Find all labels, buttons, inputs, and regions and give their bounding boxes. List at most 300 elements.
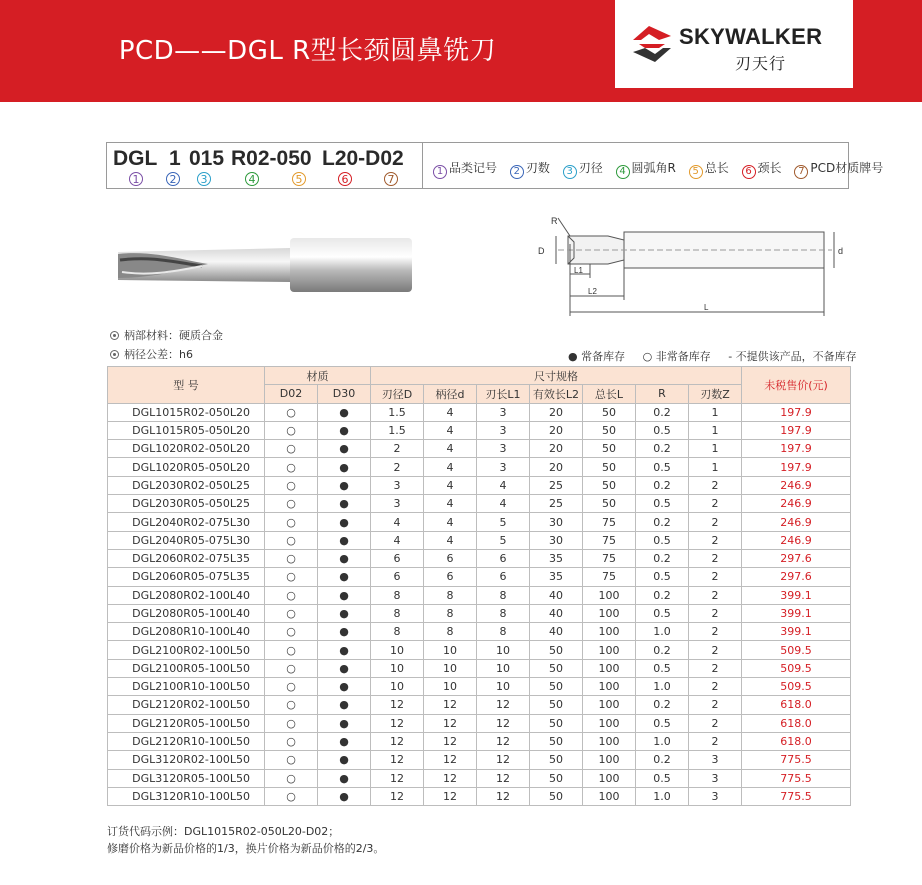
- table-cell: 8: [371, 623, 424, 641]
- table-cell: 6: [477, 568, 530, 586]
- table-cell: 10: [424, 678, 477, 696]
- table-cell: 50: [530, 641, 583, 659]
- table-cell: 1.0: [636, 678, 689, 696]
- table-row: [108, 403, 851, 421]
- table-cell: 20: [530, 403, 583, 421]
- table-cell: ●: [318, 696, 371, 714]
- table-cell: ●: [318, 568, 371, 586]
- table-cell: DGL2040R05-075L30: [108, 531, 265, 549]
- stock-common: ● 常备库存: [568, 350, 626, 363]
- table-cell: 25: [530, 476, 583, 494]
- table-cell: 100: [583, 604, 636, 622]
- table-cell: 775.5: [742, 751, 851, 769]
- legend-item: 4 圆弧角R: [616, 161, 676, 175]
- table-cell: ●: [318, 549, 371, 567]
- table-cell: ○: [265, 641, 318, 659]
- table-cell: 2: [689, 678, 742, 696]
- table-row: [108, 495, 851, 513]
- table-cell: 0.2: [636, 513, 689, 531]
- col-d30: D30: [318, 385, 371, 403]
- table-cell: 4: [371, 531, 424, 549]
- col-spec: 尺寸规格: [371, 367, 742, 385]
- table-cell: DGL1020R02-050L20: [108, 440, 265, 458]
- note-tolerance: 柄径公差：h6: [110, 346, 193, 362]
- table-cell: 2: [689, 696, 742, 714]
- table-cell: 2: [371, 458, 424, 476]
- table-row: [108, 586, 851, 604]
- table-cell: 50: [583, 421, 636, 439]
- table-cell: 0.5: [636, 714, 689, 732]
- table-cell: DGL3120R05-100L50: [108, 769, 265, 787]
- table-cell: 10: [371, 659, 424, 677]
- table-cell: 30: [530, 513, 583, 531]
- table-cell: 4: [371, 513, 424, 531]
- table-cell: 6: [371, 568, 424, 586]
- table-cell: 8: [477, 623, 530, 641]
- table-cell: DGL2100R02-100L50: [108, 641, 265, 659]
- legend-item: 3 刃径: [563, 161, 603, 175]
- table-cell: 12: [477, 732, 530, 750]
- note-material: 柄部材料：硬质合金: [110, 327, 223, 343]
- table-cell: 0.2: [636, 403, 689, 421]
- table-cell: DGL2120R02-100L50: [108, 696, 265, 714]
- table-cell: 50: [583, 495, 636, 513]
- table-cell: 618.0: [742, 732, 851, 750]
- table-cell: 40: [530, 604, 583, 622]
- table-row: [108, 659, 851, 677]
- table-cell: 50: [530, 678, 583, 696]
- order-example: 订货代码示例：DGL1015R02-050L20-D02；: [107, 825, 340, 838]
- table-cell: 10: [371, 678, 424, 696]
- table-cell: 509.5: [742, 641, 851, 659]
- table-cell: 50: [530, 769, 583, 787]
- table-cell: 12: [424, 732, 477, 750]
- spec-table: [107, 366, 851, 806]
- table-cell: ○: [265, 513, 318, 531]
- table-cell: DGL2100R10-100L50: [108, 678, 265, 696]
- table-cell: 4: [424, 513, 477, 531]
- table-cell: 297.6: [742, 568, 851, 586]
- table-cell: 12: [477, 787, 530, 805]
- table-cell: 12: [424, 696, 477, 714]
- table-cell: 12: [371, 714, 424, 732]
- label-d: d: [838, 246, 844, 256]
- table-cell: 5: [477, 513, 530, 531]
- stock-uncommon: ○ 非常备库存: [642, 350, 711, 363]
- table-cell: 1.0: [636, 623, 689, 641]
- code-num-1: 1: [129, 172, 143, 186]
- table-cell: 2: [689, 604, 742, 622]
- col-total-l: 总长L: [583, 385, 636, 403]
- table-cell: 50: [583, 440, 636, 458]
- table-row: [108, 440, 851, 458]
- table-cell: ○: [265, 440, 318, 458]
- col-model: 型 号: [108, 367, 265, 404]
- table-cell: DGL2100R05-100L50: [108, 659, 265, 677]
- table-cell: 12: [424, 787, 477, 805]
- table-cell: 246.9: [742, 495, 851, 513]
- table-cell: 35: [530, 549, 583, 567]
- table-cell: 100: [583, 751, 636, 769]
- table-cell: 4: [424, 495, 477, 513]
- table-cell: DGL2080R02-100L40: [108, 586, 265, 604]
- table-cell: 50: [530, 751, 583, 769]
- table-cell: DGL1015R02-050L20: [108, 403, 265, 421]
- table-cell: 2: [689, 623, 742, 641]
- table-cell: 509.5: [742, 659, 851, 677]
- repair-price-note: 修磨价格为新品价格的1/3，换片价格为新品价格的2/3。: [107, 842, 385, 855]
- table-cell: 6: [371, 549, 424, 567]
- table-cell: 12: [371, 732, 424, 750]
- table-cell: 6: [424, 568, 477, 586]
- table-cell: 4: [424, 458, 477, 476]
- table-cell: ●: [318, 769, 371, 787]
- table-cell: 3: [477, 440, 530, 458]
- table-cell: 12: [371, 787, 424, 805]
- table-cell: 40: [530, 623, 583, 641]
- table-cell: ●: [318, 623, 371, 641]
- table-cell: ●: [318, 641, 371, 659]
- table-cell: 75: [583, 531, 636, 549]
- code-part-4: R02-050: [231, 147, 312, 170]
- table-cell: 3: [689, 751, 742, 769]
- table-row: [108, 604, 851, 622]
- table-cell: 197.9: [742, 421, 851, 439]
- code-num-2: 2: [166, 172, 180, 186]
- table-cell: 0.2: [636, 696, 689, 714]
- table-cell: DGL3120R02-100L50: [108, 751, 265, 769]
- table-cell: 50: [583, 458, 636, 476]
- table-cell: 618.0: [742, 714, 851, 732]
- table-row: [108, 531, 851, 549]
- legend-item: 1 品类记号: [433, 161, 497, 175]
- col-blade-d: 刃径D: [371, 385, 424, 403]
- table-cell: 6: [424, 549, 477, 567]
- table-cell: ○: [265, 586, 318, 604]
- tool-photo: [112, 220, 417, 300]
- table-cell: 8: [424, 604, 477, 622]
- table-cell: ○: [265, 787, 318, 805]
- table-cell: 10: [424, 641, 477, 659]
- table-cell: ●: [318, 495, 371, 513]
- table-cell: 3: [477, 421, 530, 439]
- table-cell: 2: [689, 531, 742, 549]
- table-cell: 50: [530, 714, 583, 732]
- col-teeth: 刃数Z: [689, 385, 742, 403]
- table-cell: DGL2080R10-100L40: [108, 623, 265, 641]
- table-cell: 0.5: [636, 769, 689, 787]
- table-cell: 100: [583, 732, 636, 750]
- table-cell: ○: [265, 604, 318, 622]
- table-cell: 8: [424, 623, 477, 641]
- dimension-drawing: [528, 212, 858, 322]
- table-cell: 100: [583, 714, 636, 732]
- table-cell: ○: [265, 696, 318, 714]
- table-row: [108, 696, 851, 714]
- table-cell: 100: [583, 586, 636, 604]
- table-cell: 246.9: [742, 513, 851, 531]
- table-cell: 197.9: [742, 440, 851, 458]
- table-cell: 399.1: [742, 604, 851, 622]
- table-cell: 246.9: [742, 476, 851, 494]
- table-cell: 50: [530, 787, 583, 805]
- table-cell: 50: [530, 732, 583, 750]
- table-cell: 25: [530, 495, 583, 513]
- table-cell: 1.5: [371, 403, 424, 421]
- table-cell: DGL2030R05-050L25: [108, 495, 265, 513]
- table-cell: ●: [318, 458, 371, 476]
- table-cell: 10: [424, 659, 477, 677]
- table-cell: 100: [583, 659, 636, 677]
- table-cell: 8: [477, 586, 530, 604]
- table-row: [108, 751, 851, 769]
- table-cell: ○: [265, 678, 318, 696]
- label-D: D: [538, 246, 545, 256]
- table-cell: 12: [477, 696, 530, 714]
- table-cell: 2: [689, 549, 742, 567]
- table-cell: 0.2: [636, 476, 689, 494]
- table-cell: 2: [689, 714, 742, 732]
- page-header: [0, 0, 922, 102]
- table-cell: 0.2: [636, 641, 689, 659]
- table-cell: 1: [689, 403, 742, 421]
- table-cell: 0.2: [636, 440, 689, 458]
- table-cell: 75: [583, 568, 636, 586]
- table-cell: 0.2: [636, 586, 689, 604]
- table-cell: 3: [371, 476, 424, 494]
- table-cell: 4: [424, 440, 477, 458]
- col-price: 未税售价(元): [742, 367, 851, 404]
- table-cell: 1.0: [636, 732, 689, 750]
- legend-item: 7 PCD材质牌号: [794, 161, 883, 175]
- table-cell: 12: [477, 751, 530, 769]
- table-cell: 4: [477, 495, 530, 513]
- table-cell: ●: [318, 714, 371, 732]
- table-cell: 618.0: [742, 696, 851, 714]
- legend-item: 5 总长: [689, 161, 729, 175]
- page-title: PCD——DGL R型长颈圆鼻铣刀: [118, 36, 497, 66]
- table-cell: 2: [689, 513, 742, 531]
- code-part-1: DGL: [113, 147, 158, 170]
- table-cell: 100: [583, 623, 636, 641]
- table-row: [108, 714, 851, 732]
- table-cell: 50: [530, 696, 583, 714]
- table-cell: 8: [371, 586, 424, 604]
- table-cell: ●: [318, 787, 371, 805]
- table-cell: 1: [689, 421, 742, 439]
- table-cell: 8: [424, 586, 477, 604]
- table-cell: 12: [371, 769, 424, 787]
- table-cell: 3: [477, 458, 530, 476]
- table-row: [108, 421, 851, 439]
- table-cell: ●: [318, 732, 371, 750]
- table-cell: 100: [583, 787, 636, 805]
- table-cell: ●: [318, 751, 371, 769]
- table-cell: 0.5: [636, 659, 689, 677]
- table-cell: 197.9: [742, 403, 851, 421]
- table-cell: 509.5: [742, 678, 851, 696]
- table-cell: ●: [318, 531, 371, 549]
- table-cell: ●: [318, 476, 371, 494]
- table-cell: 50: [583, 476, 636, 494]
- table-row: [108, 732, 851, 750]
- table-cell: 12: [371, 751, 424, 769]
- table-cell: ○: [265, 732, 318, 750]
- table-cell: 12: [477, 714, 530, 732]
- table-cell: ○: [265, 769, 318, 787]
- table-cell: 4: [424, 421, 477, 439]
- code-legend: [433, 159, 892, 179]
- table-cell: 12: [424, 769, 477, 787]
- table-cell: 12: [424, 751, 477, 769]
- table-cell: 10: [371, 641, 424, 659]
- table-cell: 20: [530, 440, 583, 458]
- table-cell: ○: [265, 549, 318, 567]
- label-L1: L1: [574, 266, 583, 275]
- table-cell: 2: [371, 440, 424, 458]
- table-cell: 0.2: [636, 549, 689, 567]
- table-cell: 4: [477, 476, 530, 494]
- col-shank-d: 柄径d: [424, 385, 477, 403]
- table-cell: 297.6: [742, 549, 851, 567]
- table-cell: 775.5: [742, 787, 851, 805]
- legend-item: 6 颈长: [742, 161, 782, 175]
- stock-legend: [568, 348, 871, 364]
- table-cell: DGL2030R02-050L25: [108, 476, 265, 494]
- table-cell: ●: [318, 421, 371, 439]
- table-row: [108, 769, 851, 787]
- table-cell: ○: [265, 659, 318, 677]
- table-cell: 2: [689, 586, 742, 604]
- table-cell: ●: [318, 513, 371, 531]
- table-cell: ●: [318, 403, 371, 421]
- spec-table-body: [108, 403, 851, 806]
- table-cell: DGL1015R05-050L20: [108, 421, 265, 439]
- table-cell: 0.5: [636, 531, 689, 549]
- table-row: [108, 641, 851, 659]
- table-cell: 12: [424, 714, 477, 732]
- table-cell: 6: [477, 549, 530, 567]
- col-blade-l1: 刃长L1: [477, 385, 530, 403]
- table-cell: DGL2120R05-100L50: [108, 714, 265, 732]
- table-cell: 2: [689, 476, 742, 494]
- bullet-icon: [110, 331, 119, 340]
- label-L: L: [704, 303, 709, 312]
- table-cell: 1.0: [636, 787, 689, 805]
- table-cell: 5: [477, 531, 530, 549]
- table-cell: 40: [530, 586, 583, 604]
- code-example: [107, 143, 423, 188]
- logo-text-cn: 刃天行: [735, 54, 787, 73]
- table-cell: 75: [583, 513, 636, 531]
- table-cell: 100: [583, 641, 636, 659]
- col-material: 材质: [265, 367, 371, 385]
- table-cell: 4: [424, 403, 477, 421]
- table-cell: 3: [689, 769, 742, 787]
- table-cell: 0.5: [636, 604, 689, 622]
- table-row: [108, 549, 851, 567]
- table-cell: ○: [265, 403, 318, 421]
- table-cell: 1.5: [371, 421, 424, 439]
- table-cell: 1: [689, 458, 742, 476]
- table-cell: 20: [530, 458, 583, 476]
- table-cell: 100: [583, 769, 636, 787]
- code-num-5: 5: [292, 172, 306, 186]
- table-cell: DGL2060R05-075L35: [108, 568, 265, 586]
- table-cell: 2: [689, 732, 742, 750]
- bullet-icon: [110, 350, 119, 359]
- table-cell: 75: [583, 549, 636, 567]
- table-cell: 8: [371, 604, 424, 622]
- table-cell: 0.5: [636, 568, 689, 586]
- table-cell: ●: [318, 678, 371, 696]
- table-cell: 197.9: [742, 458, 851, 476]
- table-cell: 775.5: [742, 769, 851, 787]
- table-cell: ○: [265, 531, 318, 549]
- table-cell: 0.2: [636, 751, 689, 769]
- table-cell: 2: [689, 568, 742, 586]
- table-cell: 10: [477, 641, 530, 659]
- code-num-7: 7: [384, 172, 398, 186]
- table-cell: 4: [424, 531, 477, 549]
- table-cell: 35: [530, 568, 583, 586]
- table-row: [108, 513, 851, 531]
- table-cell: DGL2060R02-075L35: [108, 549, 265, 567]
- table-cell: 0.5: [636, 421, 689, 439]
- table-row: [108, 787, 851, 805]
- col-r: R: [636, 385, 689, 403]
- table-cell: ○: [265, 495, 318, 513]
- table-cell: 100: [583, 696, 636, 714]
- table-cell: DGL2120R10-100L50: [108, 732, 265, 750]
- stock-none: - 不提供该产品，不备库存: [728, 350, 857, 363]
- table-row: [108, 458, 851, 476]
- table-cell: 0.5: [636, 495, 689, 513]
- logo-text-en: SKYWALKER: [679, 24, 823, 49]
- table-cell: 8: [477, 604, 530, 622]
- code-num-6: 6: [338, 172, 352, 186]
- label-L2: L2: [588, 287, 597, 296]
- table-cell: DGL2040R02-075L30: [108, 513, 265, 531]
- table-cell: ●: [318, 586, 371, 604]
- table-cell: 3: [689, 787, 742, 805]
- table-cell: 246.9: [742, 531, 851, 549]
- table-cell: ○: [265, 714, 318, 732]
- brand-logo: [615, 0, 853, 88]
- table-row: [108, 568, 851, 586]
- table-cell: 0.5: [636, 458, 689, 476]
- label-R: R: [551, 216, 558, 226]
- table-cell: 1: [689, 440, 742, 458]
- code-part-2: 1: [169, 147, 181, 170]
- table-cell: ●: [318, 440, 371, 458]
- table-cell: 2: [689, 641, 742, 659]
- table-cell: 12: [371, 696, 424, 714]
- code-num-4: 4: [245, 172, 259, 186]
- table-row: [108, 476, 851, 494]
- code-explanation: [106, 142, 884, 189]
- table-cell: 399.1: [742, 586, 851, 604]
- skywalker-logo-icon: [629, 22, 675, 66]
- table-cell: 20: [530, 421, 583, 439]
- table-cell: ○: [265, 751, 318, 769]
- table-cell: 100: [583, 678, 636, 696]
- table-cell: ○: [265, 476, 318, 494]
- table-row: [108, 623, 851, 641]
- col-eff-l2: 有效长L2: [530, 385, 583, 403]
- table-cell: ○: [265, 458, 318, 476]
- table-cell: ○: [265, 421, 318, 439]
